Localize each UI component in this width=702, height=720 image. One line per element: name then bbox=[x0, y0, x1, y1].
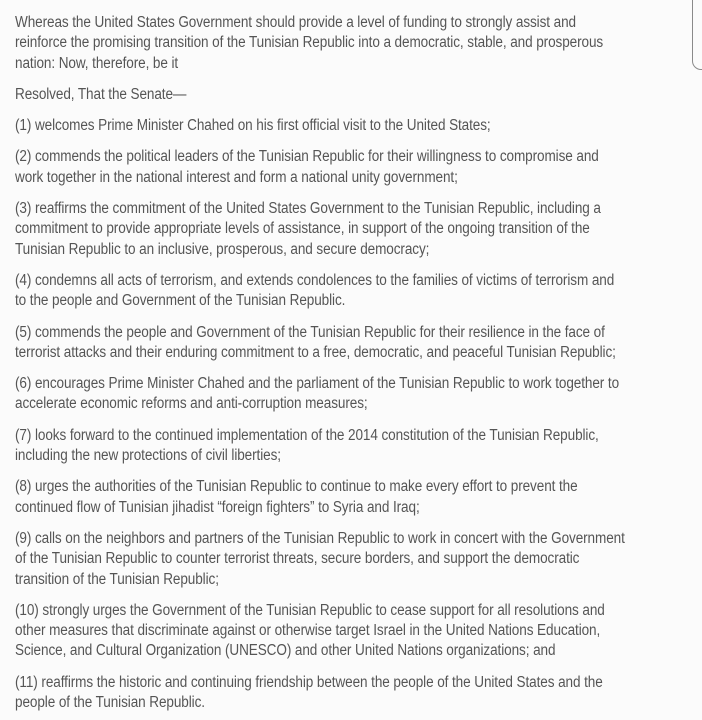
text-line: (3) reaffirms the commitment of the United States Government to the Tunisian Republic, including a bbox=[15, 200, 601, 218]
clause-11 bbox=[15, 673, 702, 714]
text-line: to the people and Government of the Tunisian Republic. bbox=[15, 292, 346, 310]
preamble-paragraph bbox=[15, 13, 702, 74]
text-line: Tunisian Republic to an inclusive, prosperous, and secure democracy; bbox=[15, 240, 430, 258]
clause-2 bbox=[15, 147, 702, 188]
text-line: commitment to provide appropriate levels of assistance, in support of the ongoing transition of the bbox=[15, 220, 590, 238]
text-line: transition of the Tunisian Republic; bbox=[15, 570, 219, 588]
text-line: (4) condemns all acts of terrorism, and extends condolences to the families of victims of terrorism and bbox=[15, 271, 615, 289]
clause-4 bbox=[15, 271, 702, 312]
resolution-document bbox=[15, 13, 702, 720]
text-line: (11) reaffirms the historic and continuing friendship between the people of the United States and the bbox=[15, 673, 603, 691]
text-line: reinforce the promising transition of the Tunisian Republic into a democratic, stable, and prosperous bbox=[15, 34, 604, 52]
text-line: Resolved, That the Senate— bbox=[15, 85, 187, 103]
text-line: (1) welcomes Prime Minister Chahed on his first official visit to the United States; bbox=[15, 117, 491, 135]
clause-3 bbox=[15, 199, 702, 260]
clause-5 bbox=[15, 323, 702, 364]
text-line: other measures that discriminate against or otherwise target Israel in the United Nations Education, bbox=[15, 622, 601, 640]
text-line: (7) looks forward to the continued implementation of the 2014 constitution of the Tunisian Republic, bbox=[15, 426, 599, 444]
text-line: continued flow of Tunisian jihadist “foreign fighters” to Syria and Iraq; bbox=[15, 498, 420, 516]
clause-7 bbox=[15, 426, 702, 467]
clause-8 bbox=[15, 477, 702, 518]
clause-1 bbox=[15, 116, 702, 136]
text-line: (9) calls on the neighbors and partners of the Tunisian Republic to work in concert with the Government bbox=[15, 529, 625, 547]
text-line: (8) urges the authorities of the Tunisian Republic to continue to make every effort to prevent the bbox=[15, 478, 578, 496]
clause-10 bbox=[15, 601, 702, 662]
resolved-paragraph bbox=[15, 85, 702, 105]
clause-9 bbox=[15, 529, 702, 590]
text-line: nation: Now, therefore, be it bbox=[15, 54, 179, 72]
text-line: accelerate economic reforms and anti-corruption measures; bbox=[15, 395, 368, 413]
text-line: Science, and Cultural Organization (UNESCO) and other United Nations organizations; and bbox=[15, 642, 556, 660]
text-line: work together in the national interest and form a national unity government; bbox=[15, 168, 458, 186]
text-line: (5) commends the people and Government of the Tunisian Republic for their resilience in the face of bbox=[15, 323, 605, 341]
text-line: people of the Tunisian Republic. bbox=[15, 694, 205, 712]
text-line: (2) commends the political leaders of the Tunisian Republic for their willingness to compromise and bbox=[15, 148, 599, 166]
text-line: of the Tunisian Republic to counter terrorist threats, secure borders, and support the democratic bbox=[15, 550, 580, 568]
clause-6 bbox=[15, 374, 702, 415]
text-line: including the new protections of civil liberties; bbox=[15, 447, 281, 465]
text-line: Whereas the United States Government should provide a level of funding to strongly assist and bbox=[15, 14, 576, 31]
text-line: (6) encourages Prime Minister Chahed and the parliament of the Tunisian Republic to work together to bbox=[15, 375, 620, 393]
text-line: terrorist attacks and their enduring commitment to a free, democratic, and peaceful Tunisian Republic; bbox=[15, 343, 616, 361]
text-line: (10) strongly urges the Government of the Tunisian Republic to cease support for all resolutions and bbox=[15, 601, 605, 619]
